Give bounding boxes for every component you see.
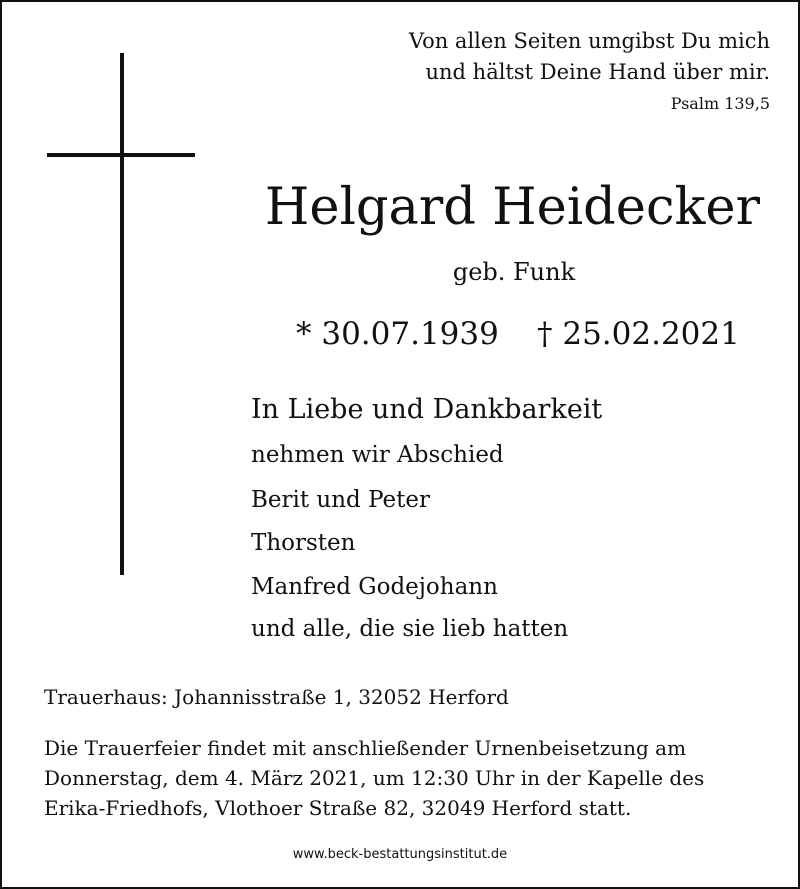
- ceremony-text-line-1: Die Trauerfeier findet mit anschließender Urnenbeisetzung am: [44, 736, 687, 760]
- mourner-name: Berit und Peter: [251, 487, 430, 513]
- psalm-verse-line-2: und hältst Deine Hand über mir.: [425, 60, 770, 84]
- mourners-subheading: nehmen wir Abschied: [251, 442, 504, 468]
- mourner-name: Manfred Godejohann: [251, 574, 498, 600]
- birth-date: * 30.07.1939: [296, 316, 499, 352]
- website-link[interactable]: www.beck-bestattungsinstitut.de: [292, 847, 508, 862]
- birth-name: geb. Funk: [452, 258, 576, 286]
- cross-horizontal-bar: [47, 153, 195, 157]
- cross-vertical-bar: [120, 53, 124, 575]
- ceremony-text-line-3: Erika-Friedhofs, Vlothoer Straße 82, 32049 Herford statt.: [44, 796, 632, 820]
- trauerhaus-address: Trauerhaus: Johannisstraße 1, 32052 Herford: [44, 685, 509, 709]
- psalm-reference: Psalm 139,5: [670, 94, 770, 113]
- psalm-verse-line-1: Von allen Seiten umgibst Du mich: [408, 29, 770, 53]
- mourners-heading: In Liebe und Dankbarkeit: [251, 394, 603, 425]
- deceased-name: Helgard Heidecker: [264, 178, 760, 237]
- ceremony-text-line-2: Donnerstag, dem 4. März 2021, um 12:30 Uhr in der Kapelle des: [44, 766, 705, 790]
- mourner-name: Thorsten: [251, 530, 356, 556]
- death-date: † 25.02.2021: [537, 316, 740, 352]
- mourner-name: und alle, die sie lieb hatten: [251, 616, 569, 642]
